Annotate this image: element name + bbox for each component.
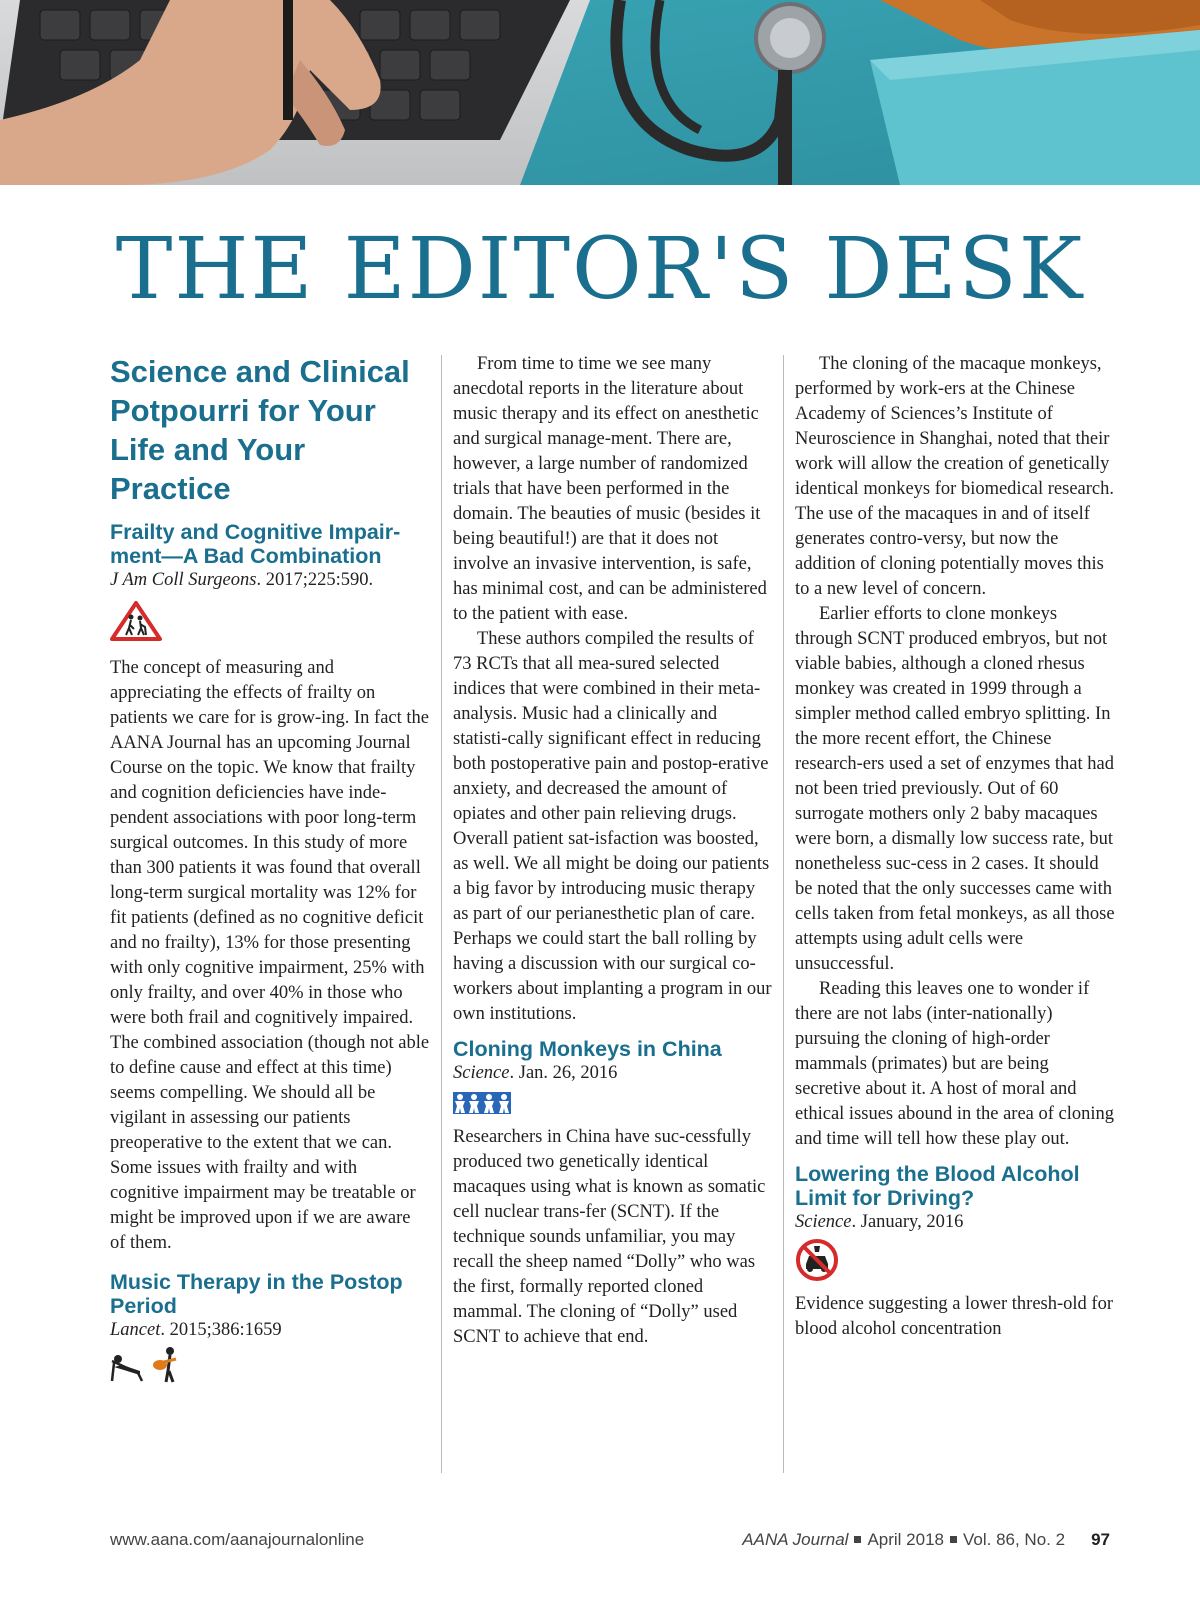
laptop-stethoscope-image	[0, 0, 1200, 185]
footer-date: April 2018	[867, 1530, 944, 1549]
page-title: THE EDITOR'S DESK	[115, 220, 1085, 319]
footer-journal: AANA Journal	[742, 1530, 849, 1549]
column-2	[453, 352, 773, 1350]
alcohol-body: Evidence suggesting a lower thresh-old for blood alcohol concentration	[795, 1294, 1114, 1339]
column-divider	[441, 355, 442, 1473]
column-1	[110, 352, 430, 1386]
footer-url: www.aana.com/aanajournalonline	[110, 1530, 365, 1549]
cloning-paragraph: The cloning of the macaque monkeys, performed by work-ers at the Chinese Academy of Sciences’s Institute of Neuroscience in Shanghai, noted that their work will allow the creation of genetically identical monkeys for biomedical research. The use of the macaques in and of itself generates contro-versy, but now the addition of cloning potentially moves this to a new level of concern.	[795, 354, 1114, 599]
paper-dolls-icon	[453, 1092, 511, 1114]
separator-square	[854, 1536, 861, 1543]
citation-cloning	[453, 1061, 773, 1085]
music-therapy-icon	[110, 1345, 184, 1383]
citation-detail: . Jan. 26, 2016	[509, 1063, 618, 1083]
citation-detail: . January, 2016	[851, 1212, 964, 1232]
citation-source: Science	[795, 1212, 852, 1232]
citation-source: J Am Coll Surgeons	[110, 570, 257, 590]
frailty-body: The concept of measuring and appreciating the effects of frailty on patients we care for is grow-ing. In fact the AANA Journal has an upcoming Journal Course on the topic. We know that frailty and cognition deficiencies have inde-pendent associations with poor long-term surgical outcomes. In this study of more than 300 patients it was found that overall long-term surgical mortality was 12% for fit patients (defined as no cognitive deficit and no frailty), 13% for those presenting with only cognitive impairment, 25% with only frailty, and over 40% in those who were both frail and cognitively impaired. The combined association (though not able to define cause and effect at this time) seems compelling. We should all be vigilant in assessing our patients preoperative to the extent that we can. Some issues with frailty and with cognitive impairment may be treatable or might be improved upon if we are aware of them.	[110, 658, 430, 1253]
separator-square	[950, 1536, 957, 1543]
citation-music	[110, 1318, 430, 1342]
page-number: 97	[1091, 1530, 1110, 1549]
column-divider	[783, 355, 784, 1473]
music-paragraph: These authors compiled the results of 73 RCTs that all mea-sured selected indices that were combined in their meta-analysis. Music had a clinically and statisti-cally significant effect in reducing both postoperative pain and postop-erative anxiety, and decreased the amount of opiates and other pain relieving drugs. Overall patient sat-isfaction was boosted, as well. We all might be doing our patients a big favor by introducing music therapy as part of our perianesthetic plan of care. Perhaps we could start the ball rolling by having a discussion with our surgical co-workers about implanting a program in our own institutions.	[453, 629, 772, 1024]
elderly-crossing-icon	[110, 601, 162, 641]
section-heading-cloning: Cloning Monkeys in China	[453, 1037, 722, 1061]
section-heading-frailty: Frailty and Cognitive Impair-ment—A Bad Combination	[110, 520, 401, 568]
citation-source: Science	[453, 1063, 510, 1083]
citation-detail: . 2015;386:1659	[160, 1320, 282, 1340]
column-3	[795, 352, 1115, 1342]
no-drinking-driving-icon	[795, 1238, 839, 1282]
footer-volume: Vol. 86, No. 2	[963, 1530, 1066, 1549]
cloning-paragraph: Reading this leaves one to wonder if there are not labs (inter-nationally) pursuing the cloning of high-order mammals (primates) but are being secretive about it. A host of moral and ethical issues abound in the area of cloning and time will tell how these play out.	[795, 979, 1115, 1149]
citation-frailty	[110, 568, 430, 592]
footer-issue-info	[742, 1530, 1110, 1550]
cloning-intro: Researchers in China have suc-cessfully produced two genetically identical macaques using what is known as somatic cell nuclear trans-fer (SCNT). If the technique sounds unfamiliar, you may recall the sheep named “Dolly” who was the first, formally reported cloned mammal. The cloning of “Dolly” used SCNT to achieve that end.	[453, 1127, 766, 1347]
citation-detail: . 2017;225:590.	[256, 570, 374, 590]
section-heading-alcohol: Lowering the Blood Alcohol Limit for Driving?	[795, 1162, 1080, 1210]
music-paragraph: From time to time we see many anecdotal reports in the literature about music therapy and its effect on anesthetic and surgical manage-ment. There are, however, a large number of randomized trials that have been performed in the domain. The beauties of music (besides it being beautiful!) are that it does not involve an invasive intervention, is safe, has minimal cost, and can be administered to the patient with ease.	[453, 354, 767, 624]
main-heading: Science and Clinical Potpourri for Your Life and Your Practice	[110, 354, 410, 506]
section-heading-music: Music Therapy in the Postop Period	[110, 1270, 403, 1318]
citation-alcohol	[795, 1210, 1115, 1234]
cloning-paragraph: Earlier efforts to clone monkeys through SCNT produced embryos, but not viable babies, although a cloned rhesus monkey was created in 1999 through a simpler method called embryo splitting. In the more recent effort, the Chinese research-ers used a set of enzymes that had not been tried previously. Out of 60 surrogate mothers only 2 baby macaques were born, a dismally low success rate, but nonetheless suc-cess in 2 cases. It should be noted that the only successes came with cells taken from fetal monkeys, as all those attempts using adult cells were unsuccessful.	[795, 604, 1115, 974]
citation-source: Lancet	[110, 1320, 161, 1340]
header-photo	[0, 0, 1200, 185]
